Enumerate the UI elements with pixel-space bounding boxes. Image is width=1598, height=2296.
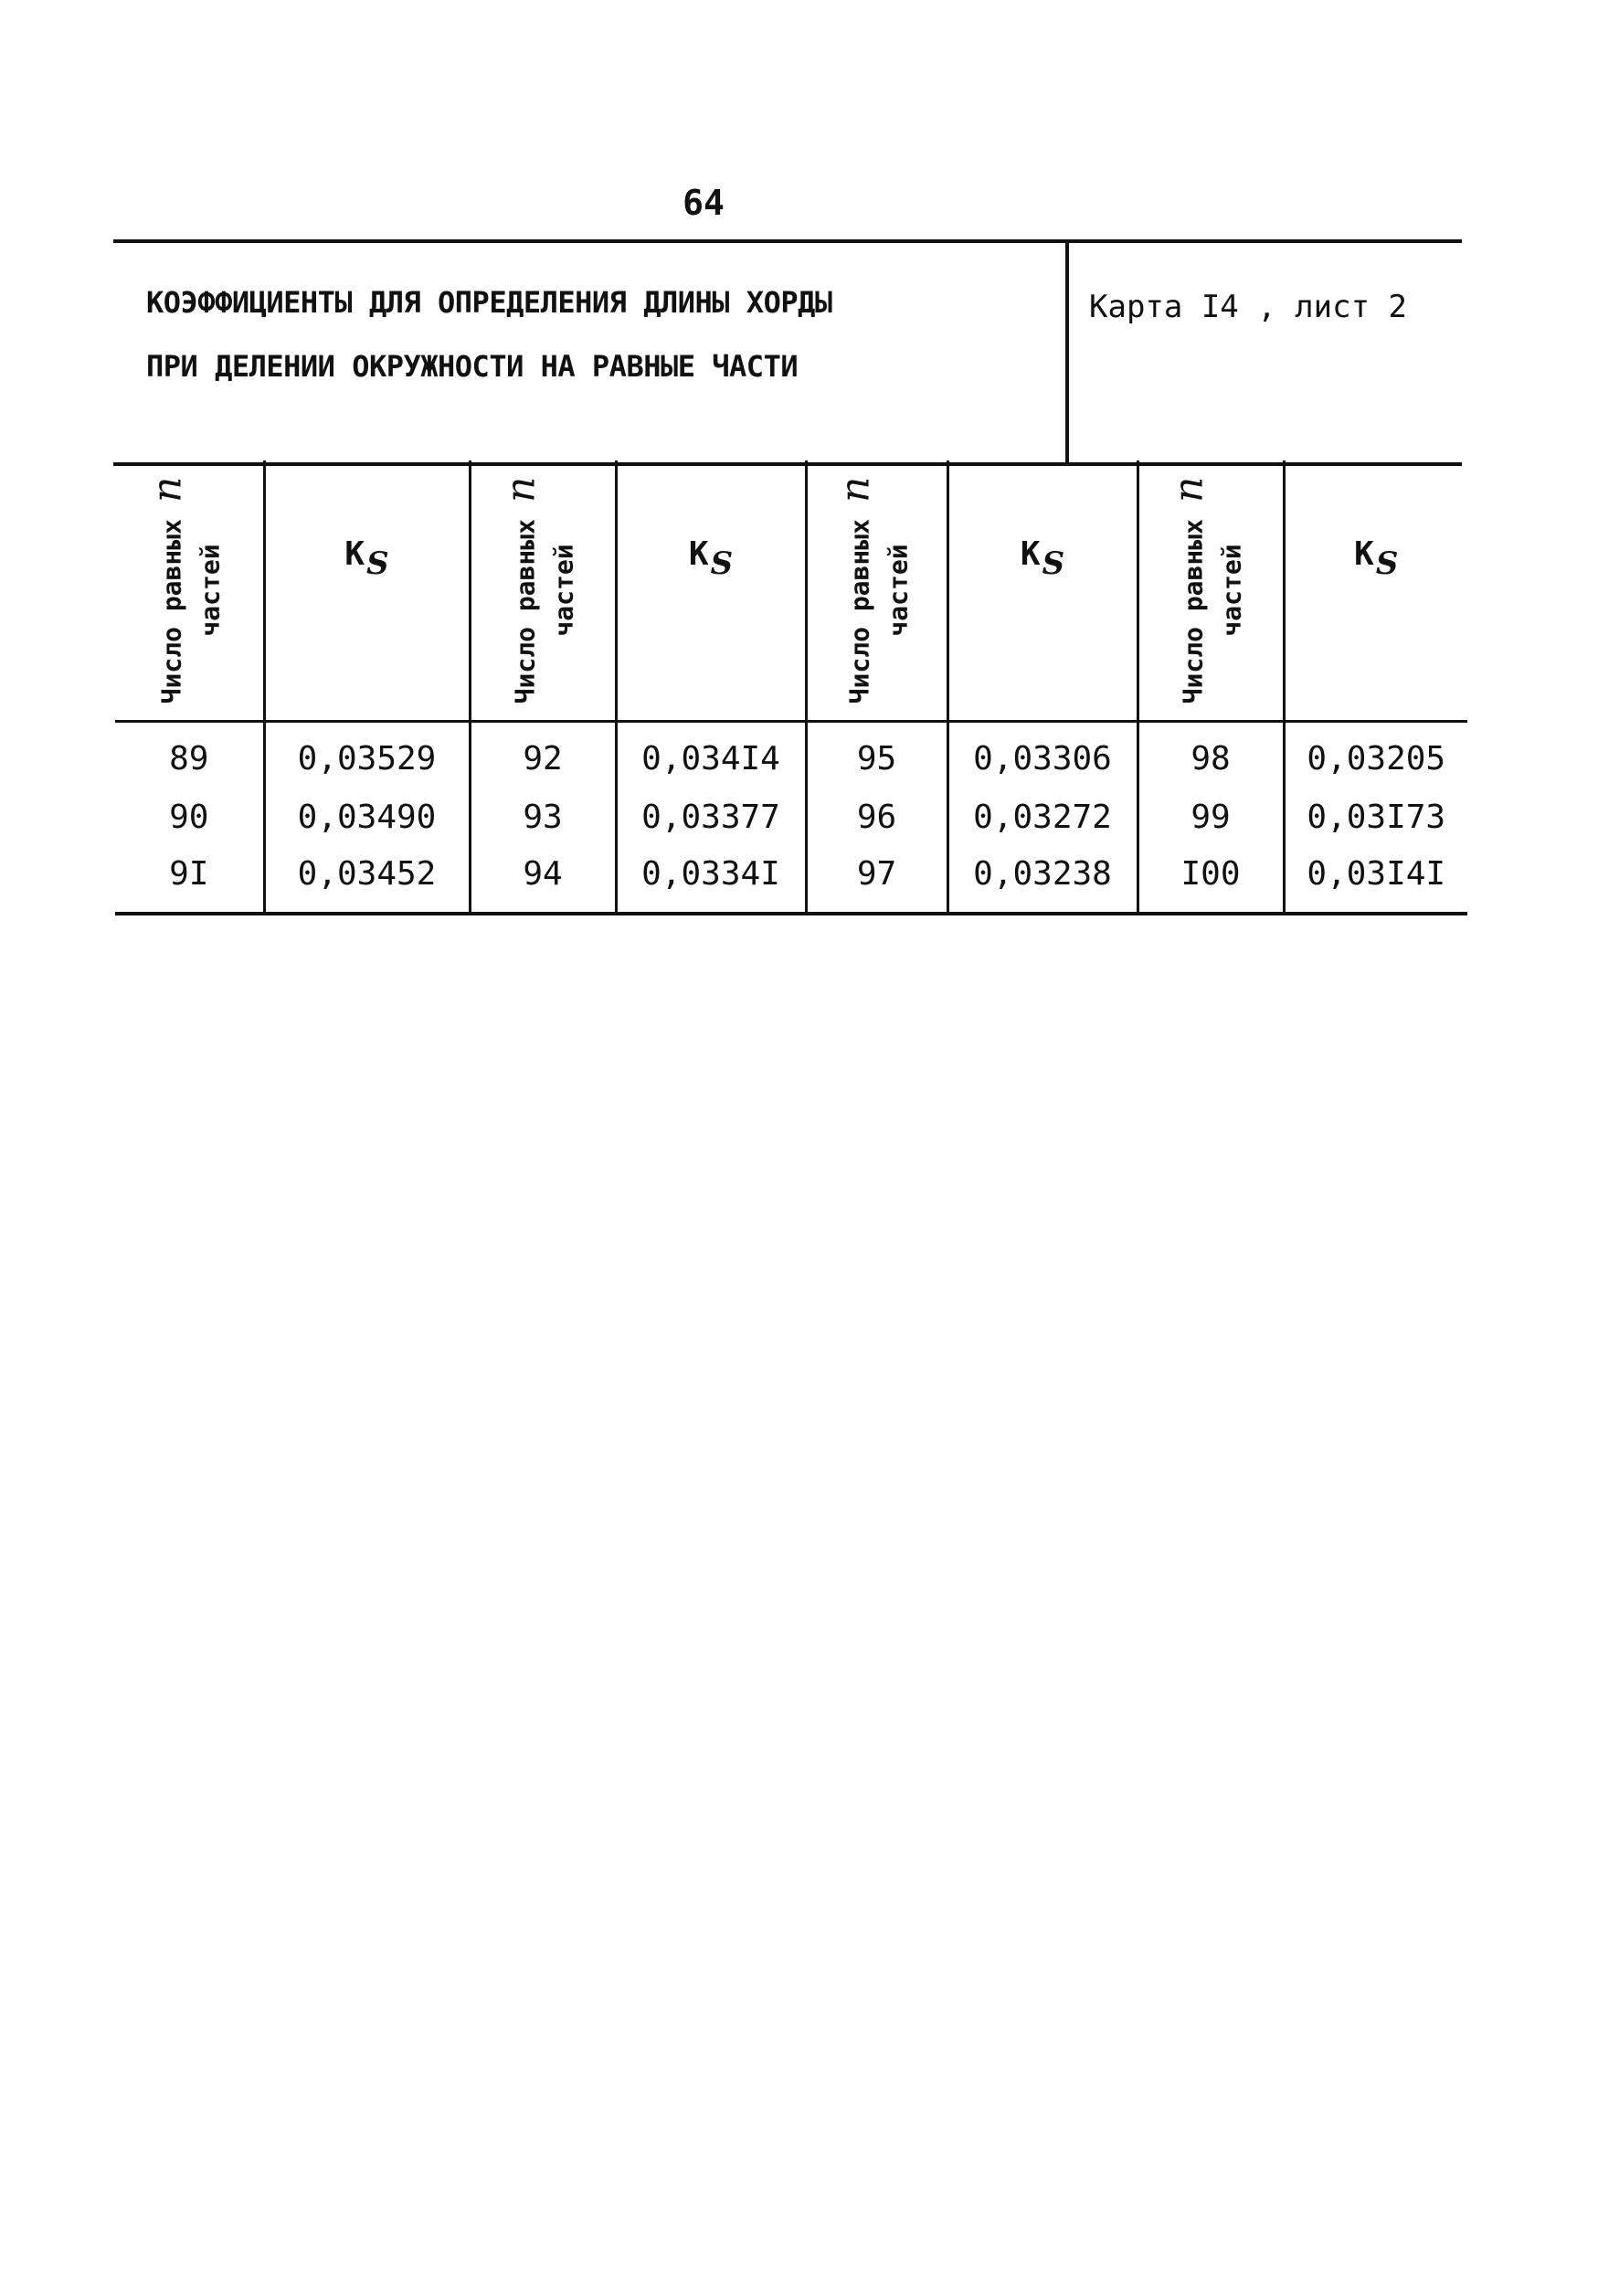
n-column-header — [1138, 460, 1284, 722]
ks-label: К — [688, 535, 709, 573]
ks-value-cell: 0,03377 — [616, 786, 806, 850]
ks-column-header — [1284, 460, 1467, 722]
n-column-header — [806, 460, 947, 722]
table-title-block — [113, 239, 1462, 466]
n-value-cell: 92 — [470, 722, 616, 786]
n-symbol: n — [831, 476, 878, 503]
ks-value-cell: 0,03205 — [1284, 722, 1467, 786]
ks-value-cell: 0,03238 — [947, 850, 1138, 914]
ks-label: К — [1354, 535, 1374, 573]
n-column-header — [115, 460, 264, 722]
n-column-header — [470, 460, 616, 722]
n-value-cell: 94 — [470, 850, 616, 914]
n-header-label-2: частей — [548, 544, 579, 637]
n-value-cell: 97 — [806, 850, 947, 914]
table-header-row — [115, 460, 1467, 722]
ks-column-header — [264, 460, 470, 722]
ks-value-cell: 0,03272 — [947, 786, 1138, 850]
ks-value-cell: 0,03452 — [264, 850, 470, 914]
n-value-cell: 90 — [115, 786, 264, 850]
n-symbol: n — [1165, 476, 1212, 503]
card-reference: Карта I4 , лист 2 — [1089, 289, 1407, 325]
ks-value-cell: 0,034I4 — [616, 722, 806, 786]
n-value-cell: 96 — [806, 786, 947, 850]
ks-value-cell: 0,03529 — [264, 722, 470, 786]
ks-value-cell: 0,03I73 — [1284, 786, 1467, 850]
table-title-line-1: КОЭФФИЦИЕНТЫ ДЛЯ ОПРЕДЕЛЕНИЯ ДЛИНЫ ХОРДЫ — [146, 285, 832, 320]
ks-label: К — [1020, 535, 1041, 573]
ks-value-cell: 0,03490 — [264, 786, 470, 850]
title-divider — [1065, 243, 1069, 462]
n-header-label-2: частей — [1216, 544, 1247, 637]
n-value-cell: 98 — [1138, 722, 1284, 786]
ks-subscript: S — [1042, 545, 1065, 582]
page-number: 64 — [683, 183, 725, 223]
n-header-label-1: Число равных — [510, 519, 541, 704]
n-symbol: n — [497, 476, 545, 503]
n-symbol: n — [143, 476, 191, 503]
ks-column-header — [947, 460, 1138, 722]
table-row — [115, 722, 1467, 786]
ks-subscript: S — [1375, 545, 1399, 582]
n-value-cell: 95 — [806, 722, 947, 786]
table-title-line-2: ПРИ ДЕЛЕНИИ ОКРУЖНОСТИ НА РАВНЫЕ ЧАСТИ — [146, 349, 799, 384]
n-header-label-1: Число равных — [844, 519, 874, 704]
ks-subscript: S — [366, 545, 389, 582]
ks-label: К — [344, 535, 365, 573]
table-row — [115, 850, 1467, 914]
ks-column-header — [616, 460, 806, 722]
n-header-label-2: частей — [195, 544, 226, 637]
n-value-cell: 9I — [115, 850, 264, 914]
n-header-label-1: Число равных — [1178, 519, 1209, 704]
n-header-label-2: частей — [883, 544, 913, 637]
n-value-cell: I00 — [1138, 850, 1284, 914]
coefficient-table — [115, 460, 1467, 915]
n-value-cell: 89 — [115, 722, 264, 786]
ks-value-cell: 0,03I4I — [1284, 850, 1467, 914]
table-row — [115, 786, 1467, 850]
n-value-cell: 93 — [470, 786, 616, 850]
ks-subscript: S — [710, 545, 734, 582]
n-header-label-1: Число равных — [156, 519, 187, 704]
ks-value-cell: 0,03306 — [947, 722, 1138, 786]
n-value-cell: 99 — [1138, 786, 1284, 850]
ks-value-cell: 0,0334I — [616, 850, 806, 914]
